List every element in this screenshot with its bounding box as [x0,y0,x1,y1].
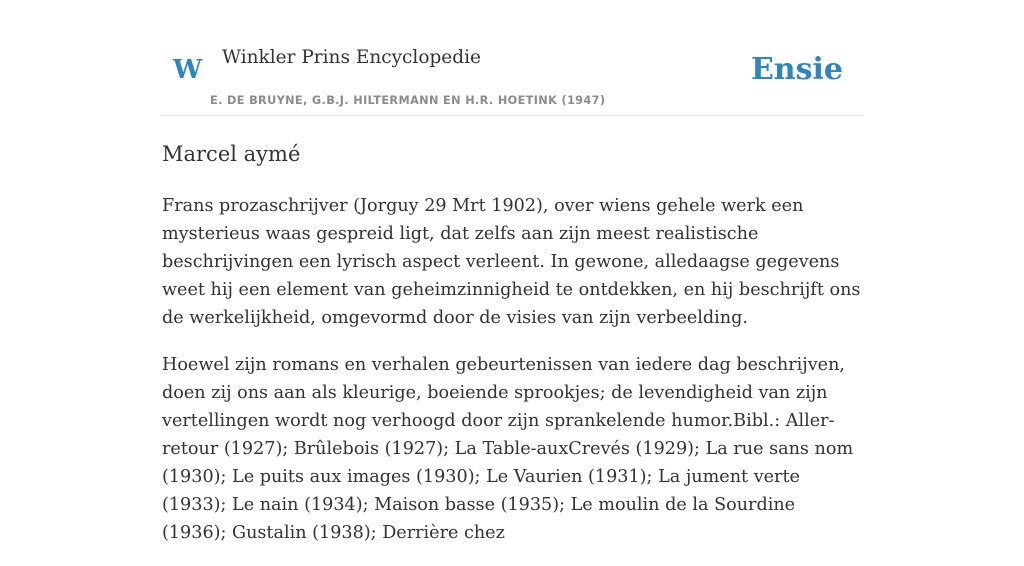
article-title: Marcel aymé [162,142,301,166]
article-body [162,192,862,566]
brand-logo[interactable]: Ensie [750,52,843,87]
article-paragraph: Frans prozaschrijver (Jorguy 29 Mrt 1902), over wiens gehele werk een mysterieus waas gespreid ligt, dat zelfs aan zijn meest realistische beschrijvingen een lyrisch aspect verleent. In gewone, alledaagse gegevens weet hij een element van geheimzinnigheid te ontdekken, en hij beschrijft ons de werkelijkheid, omgevormd door de visies van zijn verbeelding. [162,196,861,328]
source-authors: E. DE BRUYNE, G.B.J. HILTERMANN EN H.R. HOETINK (1947) [210,94,606,107]
source-header [162,0,862,116]
source-logo[interactable]: W [173,55,203,85]
page [162,0,862,543]
article-paragraph: Hoewel zijn romans en verhalen gebeurtenissen van iedere dag beschrijven, doen zij ons aan als kleurige, boeiende sprookjes; de levendigheid van zijn vertellingen wordt nog verhoogd door zijn sprankelende humor.Bibl.: Aller-retour (1927); Brûlebois (1927); La Table-auxCrevés (1929); La rue sans nom (1930); Le puits aux images (1930); Le Vaurien (1931); La jument verte (1933); Le nain (1934); Maison basse (1935); Le moulin de la Sourdine (1936); Gustalin (1938); Derrière chez [162,355,854,543]
source-title[interactable]: Winkler Prins Encyclopedie [222,47,481,68]
